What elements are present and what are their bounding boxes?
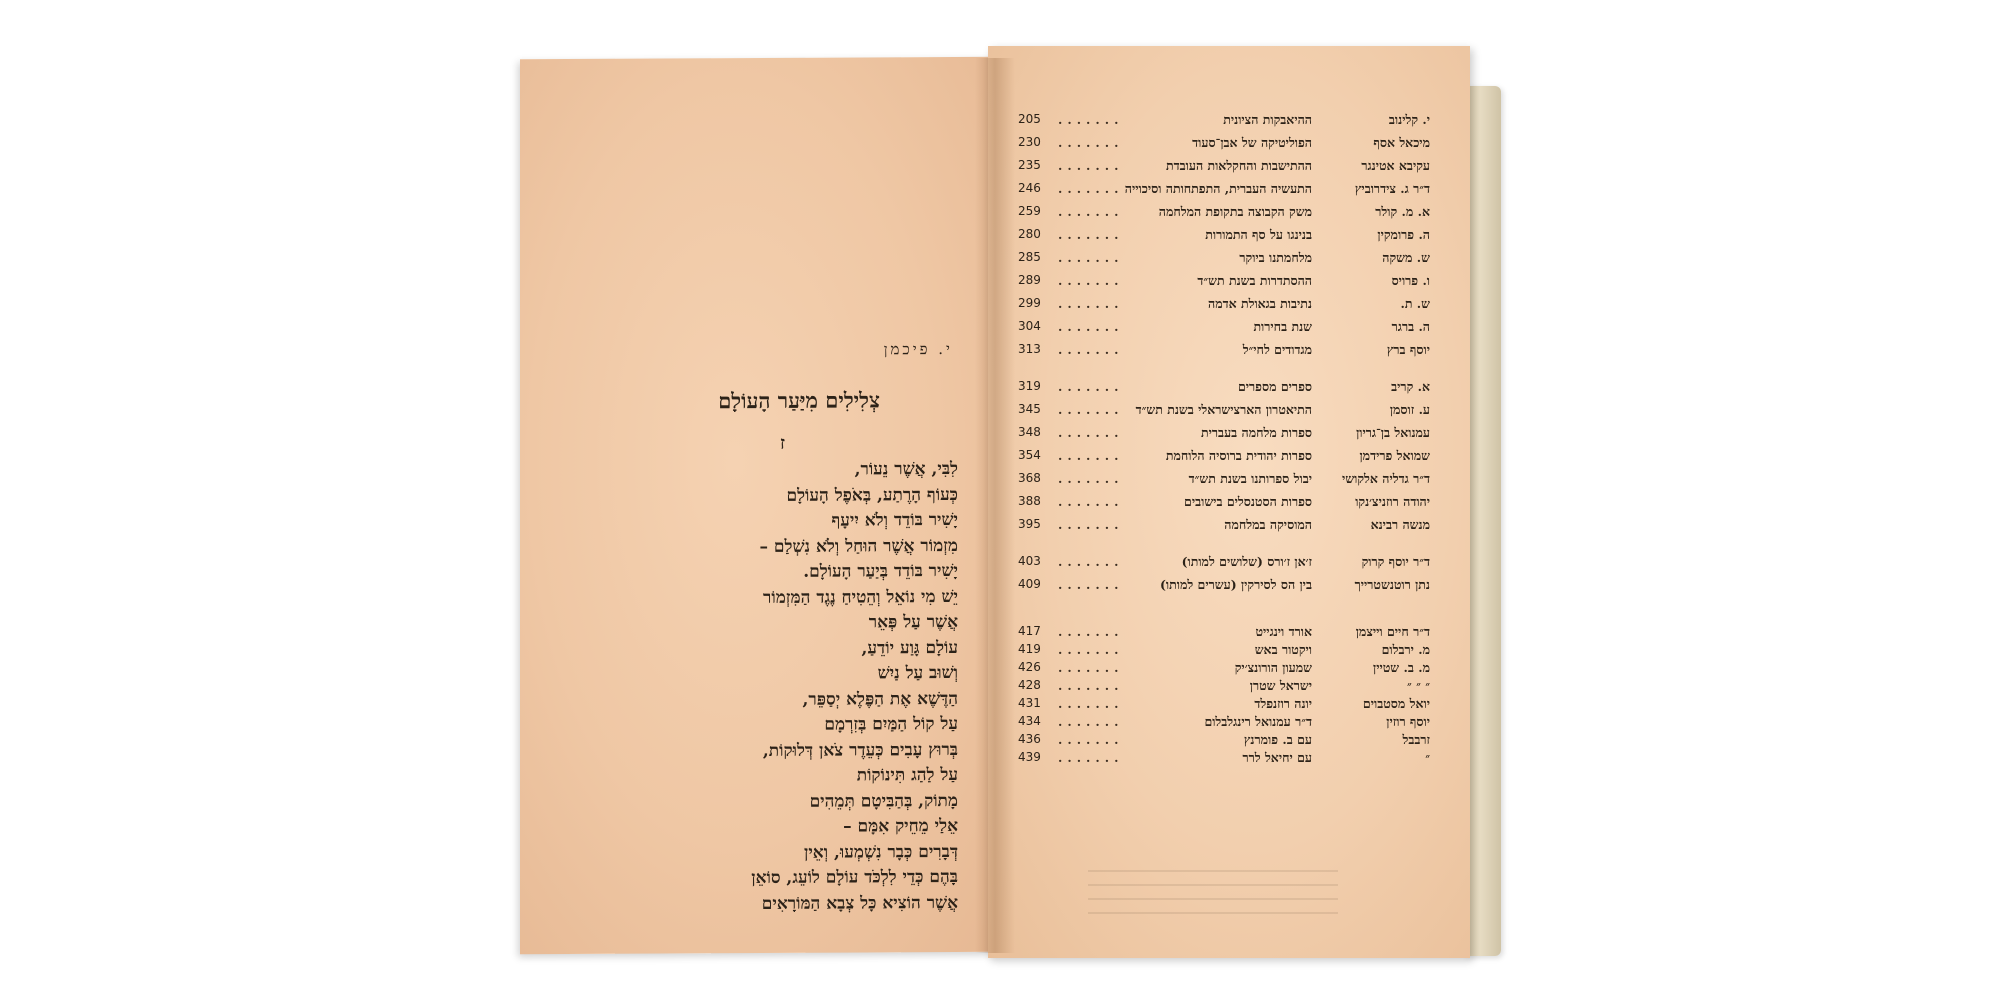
toc-leader-dots: .......: [1058, 714, 1124, 729]
toc-title: ספרות יהודית ברוסיה הלוחמת: [1165, 448, 1312, 463]
toc-leader-dots: .......: [1058, 273, 1124, 288]
toc-leader-dots: .......: [1058, 181, 1124, 196]
poem-line: בָּהֶם כְּדֵי לִלְכֹּד עוֹלָם לוֹעֵג, סוֹאֵן: [751, 866, 958, 889]
toc-title: ההתישבות והחקלאות העובדת: [1166, 158, 1312, 173]
toc-entry: [1018, 471, 1430, 491]
toc-author: ע. זוסמן: [1389, 402, 1430, 417]
toc-page-number: 395: [1018, 517, 1041, 531]
toc-page-number: 230: [1018, 135, 1041, 149]
toc-title: נתיבות בגאולת אדמה: [1208, 296, 1312, 311]
toc-leader-dots: .......: [1058, 554, 1124, 569]
toc-entry: [1018, 732, 1430, 752]
toc-entry: [1018, 577, 1430, 597]
toc-author: מ. ירבלום: [1381, 642, 1430, 657]
toc-author: ד״ר גדליה אלקושי: [1342, 471, 1430, 486]
toc-author: יוסף ברץ: [1386, 342, 1430, 357]
toc-entry: [1018, 554, 1430, 574]
toc-entry: [1018, 319, 1430, 339]
toc-title: מגדודים לחי״ל: [1242, 342, 1312, 357]
toc-page-number: 259: [1018, 204, 1041, 218]
toc-title: שנת בחירות: [1253, 319, 1312, 334]
toc-entry: [1018, 250, 1430, 270]
toc-author: ש. ת.: [1400, 296, 1430, 311]
toc-author: מ. ב. שטיין: [1373, 660, 1430, 675]
toc-page-number: 345: [1018, 402, 1041, 416]
toc-title: מלחמתנו ביוקר: [1239, 250, 1312, 265]
toc-leader-dots: .......: [1058, 624, 1124, 639]
toc-title: אורד וינגייט: [1255, 624, 1312, 639]
poem-text: [751, 457, 958, 917]
open-book: [520, 38, 1480, 963]
toc-page-number: 368: [1018, 471, 1041, 485]
toc-page-number: 403: [1018, 554, 1041, 568]
poem-line: אֲשֶׁר עַל פְּאֵר: [868, 611, 958, 633]
toc-author: א. מ. קולר: [1375, 204, 1430, 219]
toc-title: התיאטרון הארצישראלי בשנת תש״ד: [1135, 402, 1312, 417]
toc-author: מיכאל אסף: [1373, 135, 1430, 150]
toc-leader-dots: .......: [1058, 577, 1124, 592]
toc-entry: [1018, 494, 1430, 514]
poem-title: צְלִילִים מִיַּעַר הָעוֹלָם: [718, 387, 880, 414]
toc-author: מנשה רבינא: [1370, 517, 1430, 532]
toc-title: יונה רוזנפלד: [1254, 696, 1312, 711]
toc-author: ״: [1425, 750, 1430, 765]
toc-page-number: 426: [1018, 660, 1041, 674]
toc-page-number: 205: [1018, 112, 1041, 126]
toc-page-number: 434: [1018, 714, 1041, 728]
toc-leader-dots: .......: [1058, 517, 1124, 532]
toc-title: יבול ספרותנו בשנת תש״ד: [1188, 471, 1312, 486]
toc-author: יואל מסטבוים: [1362, 696, 1430, 711]
toc-entry: [1018, 112, 1430, 132]
toc-author: שמואל פרידמן: [1359, 448, 1430, 463]
toc-leader-dots: .......: [1058, 402, 1124, 417]
toc-leader-dots: .......: [1058, 494, 1124, 509]
toc-page-number: 354: [1018, 448, 1041, 462]
left-page: [520, 57, 998, 955]
toc-author: עקיבא אטינגר: [1361, 158, 1430, 173]
toc-page-number: 419: [1018, 642, 1041, 656]
toc-author: עמנואל בן־גריון: [1356, 425, 1430, 440]
toc-entry: [1018, 448, 1430, 468]
toc-author: ה. ברגר: [1391, 319, 1430, 334]
toc-author: יוסף רוזין: [1386, 714, 1430, 729]
toc-page-number: 246: [1018, 181, 1041, 195]
toc-page-number: 235: [1018, 158, 1041, 172]
toc-leader-dots: .......: [1058, 425, 1124, 440]
toc-author: ו. פרויס: [1391, 273, 1430, 288]
poem-line: אֵלַי מֵחֵיק אִמָּם –: [843, 815, 958, 837]
toc-title: עם יחיאל לרר: [1242, 750, 1312, 765]
toc-title: בנינגו על סף התמורות: [1205, 227, 1312, 242]
toc-author: יהודה רוזניצ׳נקו: [1355, 494, 1430, 509]
toc-entry: [1018, 135, 1430, 155]
toc-title: ספרות הסטנסלים בישובים: [1184, 494, 1312, 509]
poem-line: דְּבָרִים כְּבָר נִשְׁמְעוּ, וְאֵין: [804, 841, 958, 863]
toc-leader-dots: .......: [1058, 204, 1124, 219]
poem-line: וְשׁוּב עַל נַיִשׁ: [877, 662, 958, 684]
toc-entry: [1018, 158, 1430, 178]
toc-entry: [1018, 181, 1430, 201]
toc-entry: [1018, 678, 1430, 698]
toc-entry: [1018, 750, 1430, 770]
toc-entry: [1018, 642, 1430, 662]
toc-leader-dots: .......: [1058, 678, 1124, 693]
toc-leader-dots: .......: [1058, 660, 1124, 675]
toc-leader-dots: .......: [1058, 227, 1124, 242]
toc-entry: [1018, 517, 1430, 537]
toc-entry: [1018, 696, 1430, 716]
toc-entry: [1018, 714, 1430, 734]
toc-author: י. קלינוב: [1388, 112, 1430, 127]
toc-page-number: 431: [1018, 696, 1041, 710]
toc-title: ספרות מלחמה בעברית: [1201, 425, 1312, 440]
poem-line: הַדֶּשֶׁא אֶת הַפֶּלֶא יְסַפֵּר,: [802, 688, 958, 710]
toc-page-number: 409: [1018, 577, 1041, 591]
toc-page-number: 289: [1018, 273, 1041, 287]
poem-line: יֵשׁ מִי נוֹאֵל וְהֵטִיחַ נֶגֶד הַמִּזְמוֹר: [763, 586, 958, 608]
poem-author: י. פיכמן: [883, 339, 953, 359]
toc-leader-dots: .......: [1058, 732, 1124, 747]
toc-leader-dots: .......: [1058, 319, 1124, 334]
toc-page-number: 304: [1018, 319, 1041, 333]
toc-title: הפוליטיקה של אבן־סעוד: [1192, 135, 1312, 150]
toc-page-number: 280: [1018, 227, 1041, 241]
book-gutter: [975, 58, 1015, 953]
poem-line: אֲשֶׁר הוֹצִיא כָּל צְבָא הַמּוֹרָאִים: [761, 892, 958, 914]
toc-leader-dots: .......: [1058, 250, 1124, 265]
toc-author: ד״ר יוסף קרוק: [1361, 554, 1430, 569]
toc-leader-dots: .......: [1058, 342, 1124, 357]
poem-line: מָתוֹק, בְּהַבִּיטָם תְּמֵהִים: [809, 790, 958, 812]
toc-title: משק הקבוצה בתקופת המלחמה: [1158, 204, 1312, 219]
poem-line: יָשִׁיר בּוֹדֵד וְלֹא יִיעָף: [831, 509, 958, 531]
toc-leader-dots: .......: [1058, 158, 1124, 173]
toc-title: ז׳אן ז׳ורס (שלושים למותו): [1181, 554, 1312, 569]
toc-entry: [1018, 379, 1430, 399]
toc-entry: [1018, 273, 1430, 293]
bleed-through-text: [1088, 866, 1338, 926]
toc-page-number: 299: [1018, 296, 1041, 310]
toc-title: התעשיה העברית, התפתחותה וסיכוייה: [1124, 181, 1312, 196]
toc-author: ״ ״ ״: [1407, 678, 1430, 693]
toc-entry: [1018, 402, 1430, 422]
toc-author: ד״ר ג. צידרוביץ: [1354, 181, 1430, 196]
toc-page-number: 436: [1018, 732, 1041, 746]
poem-line: עוֹלָם גָּוַע יוֹדֵעַ,: [861, 637, 958, 658]
poem-line: כְּעוֹף הָרֶתַע, בְּאֹפֶל הָעוֹלָם: [786, 484, 958, 506]
toc-title: ד״ר עמנואל רינגלבלום: [1204, 714, 1312, 729]
toc-leader-dots: .......: [1058, 379, 1124, 394]
poem-line: מִזְמוֹר אֲשֶׁר הוּחַל וְלֹא נִשְׁלַם –: [759, 535, 958, 557]
book-page-edges: [1465, 86, 1501, 956]
toc-entry: [1018, 660, 1430, 680]
toc-leader-dots: .......: [1058, 750, 1124, 765]
toc-leader-dots: .......: [1058, 642, 1124, 657]
toc-title: עם ב. פומרנץ: [1243, 732, 1312, 747]
toc-title: המוסיקה במלחמה: [1224, 517, 1312, 532]
toc-entry: [1018, 204, 1430, 224]
toc-title: ויקטור באש: [1254, 642, 1312, 657]
poem-line: עַל קוֹל הַמַּיִם בְּזִרְמָם: [824, 713, 958, 735]
toc-author: זרבבל: [1402, 732, 1430, 747]
toc-title: שמעון הורונצ׳יק: [1234, 660, 1312, 675]
poem-line: יָשִׁיר בּוֹדֵד בְּיַעַר הָעוֹלָם.: [803, 560, 958, 582]
toc-leader-dots: .......: [1058, 135, 1124, 150]
toc-page-number: 313: [1018, 342, 1041, 356]
toc-page-number: 388: [1018, 494, 1041, 508]
toc-page-number: 319: [1018, 379, 1041, 393]
poem-section-number: ז: [779, 432, 785, 454]
poem-line: עַל לַהַג תִּינוֹקוֹת: [856, 764, 958, 786]
toc-entry: [1018, 296, 1430, 316]
toc-page-number: 348: [1018, 425, 1041, 439]
toc-entry: [1018, 227, 1430, 247]
toc-title: ההסתדרות בשנת תש״ד: [1197, 273, 1312, 288]
toc-title: ההיאבקות הציונית: [1223, 112, 1312, 127]
toc-author: נתן רוטנשטרייך: [1354, 577, 1430, 592]
toc-entry: [1018, 624, 1430, 644]
toc-page-number: 417: [1018, 624, 1041, 638]
toc-author: ש. משקה: [1382, 250, 1430, 265]
toc-leader-dots: .......: [1058, 696, 1124, 711]
toc-leader-dots: .......: [1058, 112, 1124, 127]
toc-author: ה. פרומקין: [1377, 227, 1430, 242]
toc-author: א. קריב: [1391, 379, 1430, 394]
poem-line: בְּרוּץ עָבִים כְּעֵדֶר צֹאן דְּלוּקוֹת,: [762, 739, 958, 761]
toc-page-number: 285: [1018, 250, 1041, 264]
toc-title: ספרים מספרים: [1237, 379, 1312, 394]
toc-page-number: 439: [1018, 750, 1041, 764]
toc-leader-dots: .......: [1058, 471, 1124, 486]
toc-leader-dots: .......: [1058, 448, 1124, 463]
toc-title: ישראל שטרן: [1249, 678, 1312, 693]
poem-line: לִבִּי, אֲשֶׁר נֵעוֹר,: [854, 458, 958, 480]
right-page: [988, 46, 1470, 958]
toc-leader-dots: .......: [1058, 296, 1124, 311]
toc-title: בין הס לסירקין (עשרים למותו): [1160, 577, 1312, 592]
toc-entry: [1018, 342, 1430, 362]
toc-page-number: 428: [1018, 678, 1041, 692]
toc-entry: [1018, 425, 1430, 445]
toc-author: ד״ר חיים וייצמן: [1355, 624, 1430, 639]
